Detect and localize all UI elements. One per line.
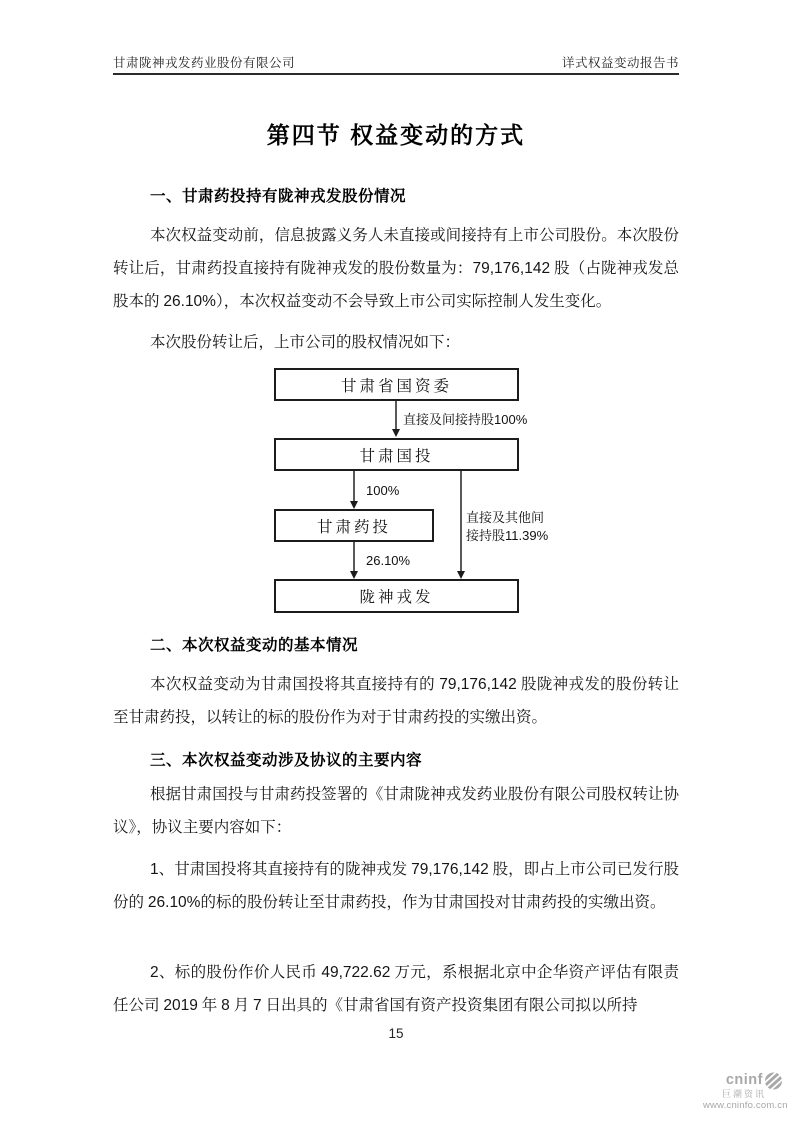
cninfo-logo [703, 1072, 788, 1111]
edge-label-100: 100% [366, 483, 400, 498]
section1-paragraph2: 本次股份转让后，上市公司的股权情况如下： [150, 334, 461, 351]
header-rule [113, 73, 679, 75]
cninfo-swirl-icon [764, 1072, 783, 1090]
page-title: 第四节 权益变动的方式 [266, 122, 526, 148]
section2-paragraph1: 本次权益变动为甘肃国投将其直接持有的 79,176,142 股陇神戎发的股份转让至甘肃药投，以转让的标的股份作为对于甘肃药投的实缴出资。 [113, 676, 679, 726]
diagram-node-yaotou: 甘肃药投 [274, 509, 434, 542]
edge-line-yaotou-longshen [353, 542, 355, 572]
cninfo-url: www.cninfo.com.cn [703, 1099, 788, 1111]
cninfo-brand-text: cninf [725, 1072, 763, 1089]
page-header [113, 53, 679, 71]
edge-line-guoziwei-guotou [395, 401, 397, 430]
arrow-down-icon [457, 571, 465, 579]
edge-label-2610: 26.10% [366, 553, 411, 568]
arrow-down-icon [350, 571, 358, 579]
diagram-node-guotou: 甘肃国投 [274, 438, 519, 471]
page-number: 15 [388, 1026, 404, 1041]
edge-label-direct-indirect-100: 直接及间接持股100% [403, 412, 528, 427]
diagram-node-guoziwei: 甘肃省国资委 [274, 368, 519, 401]
header-company-name: 甘肃陇神戎发药业股份有限公司 [113, 56, 296, 70]
section1-paragraph1: 本次权益变动前，信息披露义务人未直接或间接持有上市公司股份。本次股份转让后，甘肃药投直接持有陇神戎发的股份数量为：79,176,142 股（占陇神戎发总股本的 26.10%），本次权益变动不会导致上市公司实际控制人发生变化。 [113, 227, 679, 310]
edge-line-guotou-yaotou [353, 471, 355, 502]
section3-item1: 1、甘肃国投将其直接持有的陇神戎发 79,176,142 股，即占上市公司已发行股份的 26.10%的标的股份转让至甘肃药投，作为甘肃国投对甘肃药投的实缴出资。 [113, 861, 679, 911]
section3-paragraph1: 根据甘肃国投与甘肃药投签署的《甘肃陇神戎发药业股份有限公司股权转让协议》，协议主要内容如下： [113, 786, 679, 836]
edge-label-direct-other-1139: 直接及其他间接持股11.39% [466, 510, 549, 543]
section1-heading: 一、甘肃药投持有陇神戎发股份情况 [150, 188, 407, 205]
section3-item2: 2、标的股份作价人民币 49,722.62 万元，系根据北京中企华资产评估有限责任公司 2019 年 8 月 7 日出具的《甘肃省国有资产投资集团有限公司拟以所持 [113, 964, 679, 1014]
cninfo-chinese-name: 巨潮资讯 [721, 1089, 766, 1099]
section3-heading: 三、本次权益变动涉及协议的主要内容 [150, 752, 423, 769]
cninfo-logo-row [703, 1072, 783, 1090]
section2-heading: 二、本次权益变动的基本情况 [150, 637, 359, 654]
arrow-down-icon [392, 429, 400, 437]
arrow-down-icon [350, 501, 358, 509]
header-report-title: 详式权益变动报告书 [561, 56, 679, 70]
edge-line-guotou-longshen [460, 471, 462, 572]
diagram-node-longshen: 陇神戎发 [274, 579, 519, 613]
